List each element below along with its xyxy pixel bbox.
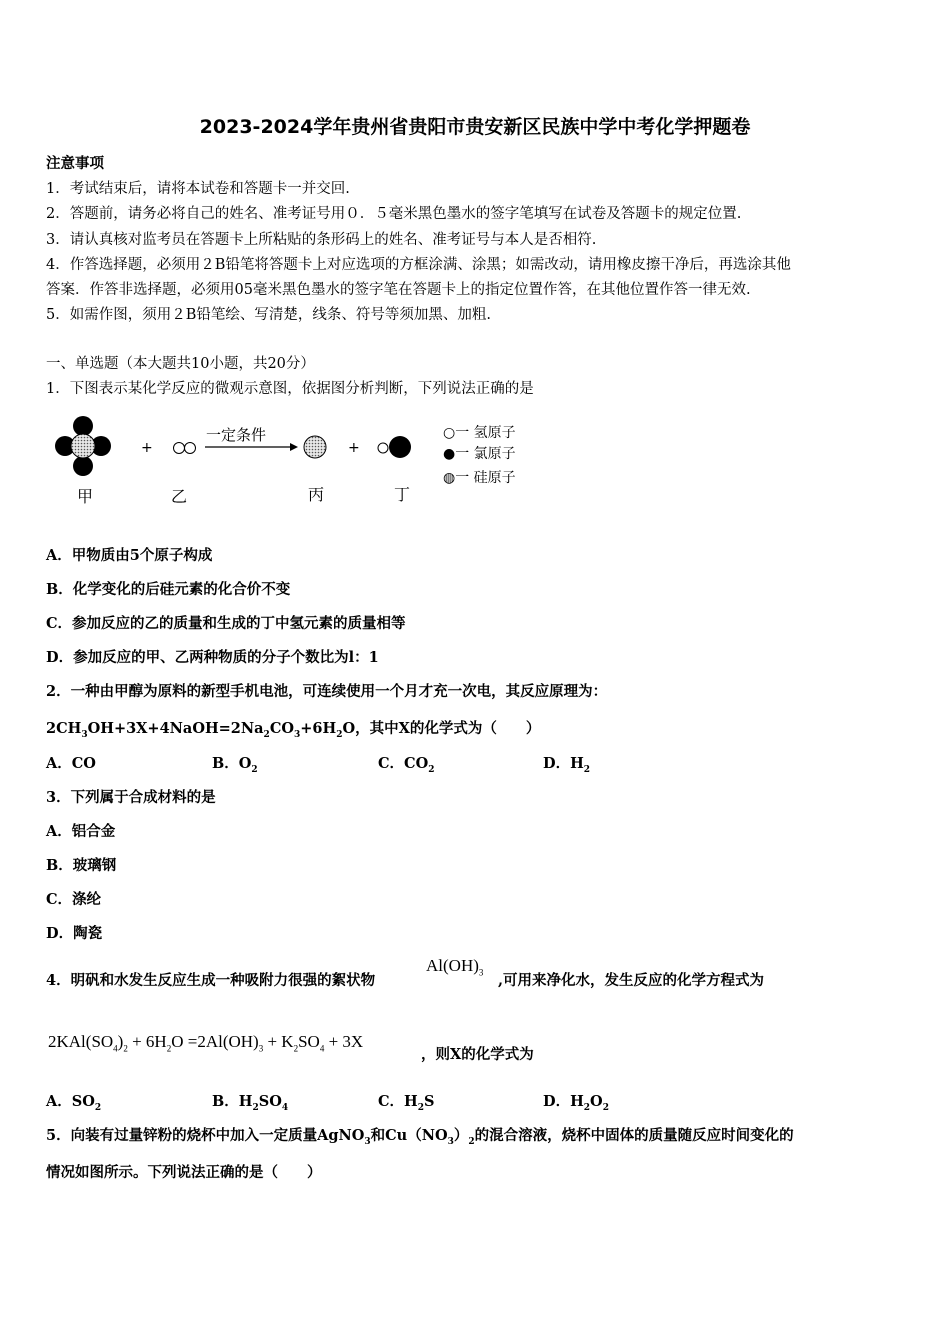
- q4-stem-a: 4．明矾和水发生反应生成一种吸附力很强的絮状物: [46, 972, 376, 989]
- q3-stem: 3．下列属于合成材料的是: [46, 789, 216, 806]
- q3-option-a: A．铝合金: [46, 823, 116, 840]
- reaction-diagram: [50, 412, 570, 512]
- q3-option-b: B．玻璃钢: [46, 857, 117, 874]
- q4-equation-tail: ，则X的化学式为: [421, 1046, 534, 1063]
- notice-item-3: 3．请认真核对监考员在答题卡上所粘贴的条形码上的姓名、准考证号与本人是否相符.: [46, 232, 597, 248]
- q4-equation: $2KAl(SO_4)_2 + 6H_2O =2Al(OH)_3 + K_2SO_4 + 3X$: [48, 1032, 364, 1054]
- arrow-icon: [205, 443, 298, 451]
- legend-chlorine: ●一 氯原子: [443, 446, 516, 462]
- q4-option-d: D．$H_2O_2$: [543, 1093, 609, 1113]
- q4-stem-b: ,可用来净化水，发生反应的化学方程式为: [498, 972, 765, 989]
- q5-stem-line1: 5．向装有过量锌粉的烧杯中加入一定质量AgNO$_3$和$Cu(NO_3)_2$的混合溶液，烧杯中固体的质量随反应时间变化的: [46, 1127, 794, 1147]
- notice-item-2: 2．答题前，请务必将自己的姓名、准考证号用０．５毫米黑色墨水的签字笔填写在试卷及答题卡的规定位置.: [46, 206, 742, 222]
- q1-option-b: B．化学变化的后硅元素的化合价不变: [46, 581, 291, 598]
- notice-heading: 注意事项: [46, 155, 104, 172]
- q4-option-c: C．$H_2S$: [378, 1093, 435, 1113]
- label-yi: 乙: [171, 487, 188, 506]
- label-jia: 甲: [77, 487, 94, 506]
- q1-stem: 1．下图表示某化学反应的微观示意图，依据图分析判断，下列说法正确的是: [46, 381, 534, 397]
- q2-option-a: A．CO: [46, 755, 96, 772]
- q2-option-d: D．$H_2$: [543, 755, 591, 775]
- q2-option-b: B．$O_2$: [212, 755, 258, 775]
- legend-hydrogen: ○一 氢原子: [443, 425, 516, 441]
- legend: [443, 425, 516, 486]
- plus-sign-1: +: [141, 440, 153, 456]
- q5-stem-line2: 情况如图所示。下列说法正确的是（ ）: [46, 1164, 322, 1181]
- q1-option-a: A．甲物质由5个原子构成: [46, 547, 213, 564]
- legend-silicon: ◍一 硅原子: [443, 470, 516, 486]
- q3-option-c: C．涤纶: [46, 891, 102, 908]
- q1-option-d: D．参加反应的甲、乙两种物质的分子个数比为l：1: [46, 649, 379, 666]
- q4-option-a: A．$SO_2$: [46, 1093, 102, 1113]
- notice-item-4: 4．作答选择题，必须用２B铅笔将答题卡上对应选项的方框涂满、涂黑；如需改动，请用橡皮擦干净后，再选涂其他: [46, 257, 791, 273]
- notice-item-5: 5．如需作图，须用２B铅笔绘、写清楚，线条、符号等须加黑、加粗.: [46, 307, 491, 323]
- q2-stem: 2．一种由甲醇为原料的新型手机电池，可连续使用一个月才充一次电，其反应原理为：: [46, 683, 608, 700]
- section-heading: 一、单选题（本大题共10小题，共20分）: [46, 356, 315, 372]
- q2-equation: $2CH_3OH+3X+4NaOH=2Na_2CO_3+6H_2O$，其中X的化学式为（ ）: [46, 720, 541, 740]
- molecule-ding: [378, 436, 411, 458]
- q4-aloh3: $Al(OH)_3$: [426, 956, 484, 978]
- exam-title: 2023-2024学年贵州省贵阳市贵安新区民族中学中考化学押题卷: [199, 116, 751, 138]
- molecule-jia: [55, 416, 111, 476]
- molecule-bing: [304, 436, 326, 458]
- q1-option-c: C．参加反应的乙的质量和生成的丁中氢元素的质量相等: [46, 615, 406, 632]
- label-bing: 丙: [308, 485, 325, 504]
- q3-option-d: D．陶瓷: [46, 925, 103, 942]
- q4-option-b: B．$H_2SO_4$: [212, 1093, 289, 1113]
- plus-sign-2: +: [348, 440, 360, 456]
- q2-option-c: C．$CO_2$: [378, 755, 435, 775]
- reaction-condition: 一定条件: [206, 426, 267, 444]
- notice-item-1: 1．考试结束后，请将本试卷和答题卡一并交回.: [46, 181, 350, 197]
- notice-item-4-cont: 答案．作答非选择题，必须用05毫米黑色墨水的签字笔在答题卡上的指定位置作答，在其他位置作答一律无效.: [46, 282, 751, 298]
- molecule-yi: [174, 443, 196, 454]
- label-ding: 丁: [394, 485, 411, 504]
